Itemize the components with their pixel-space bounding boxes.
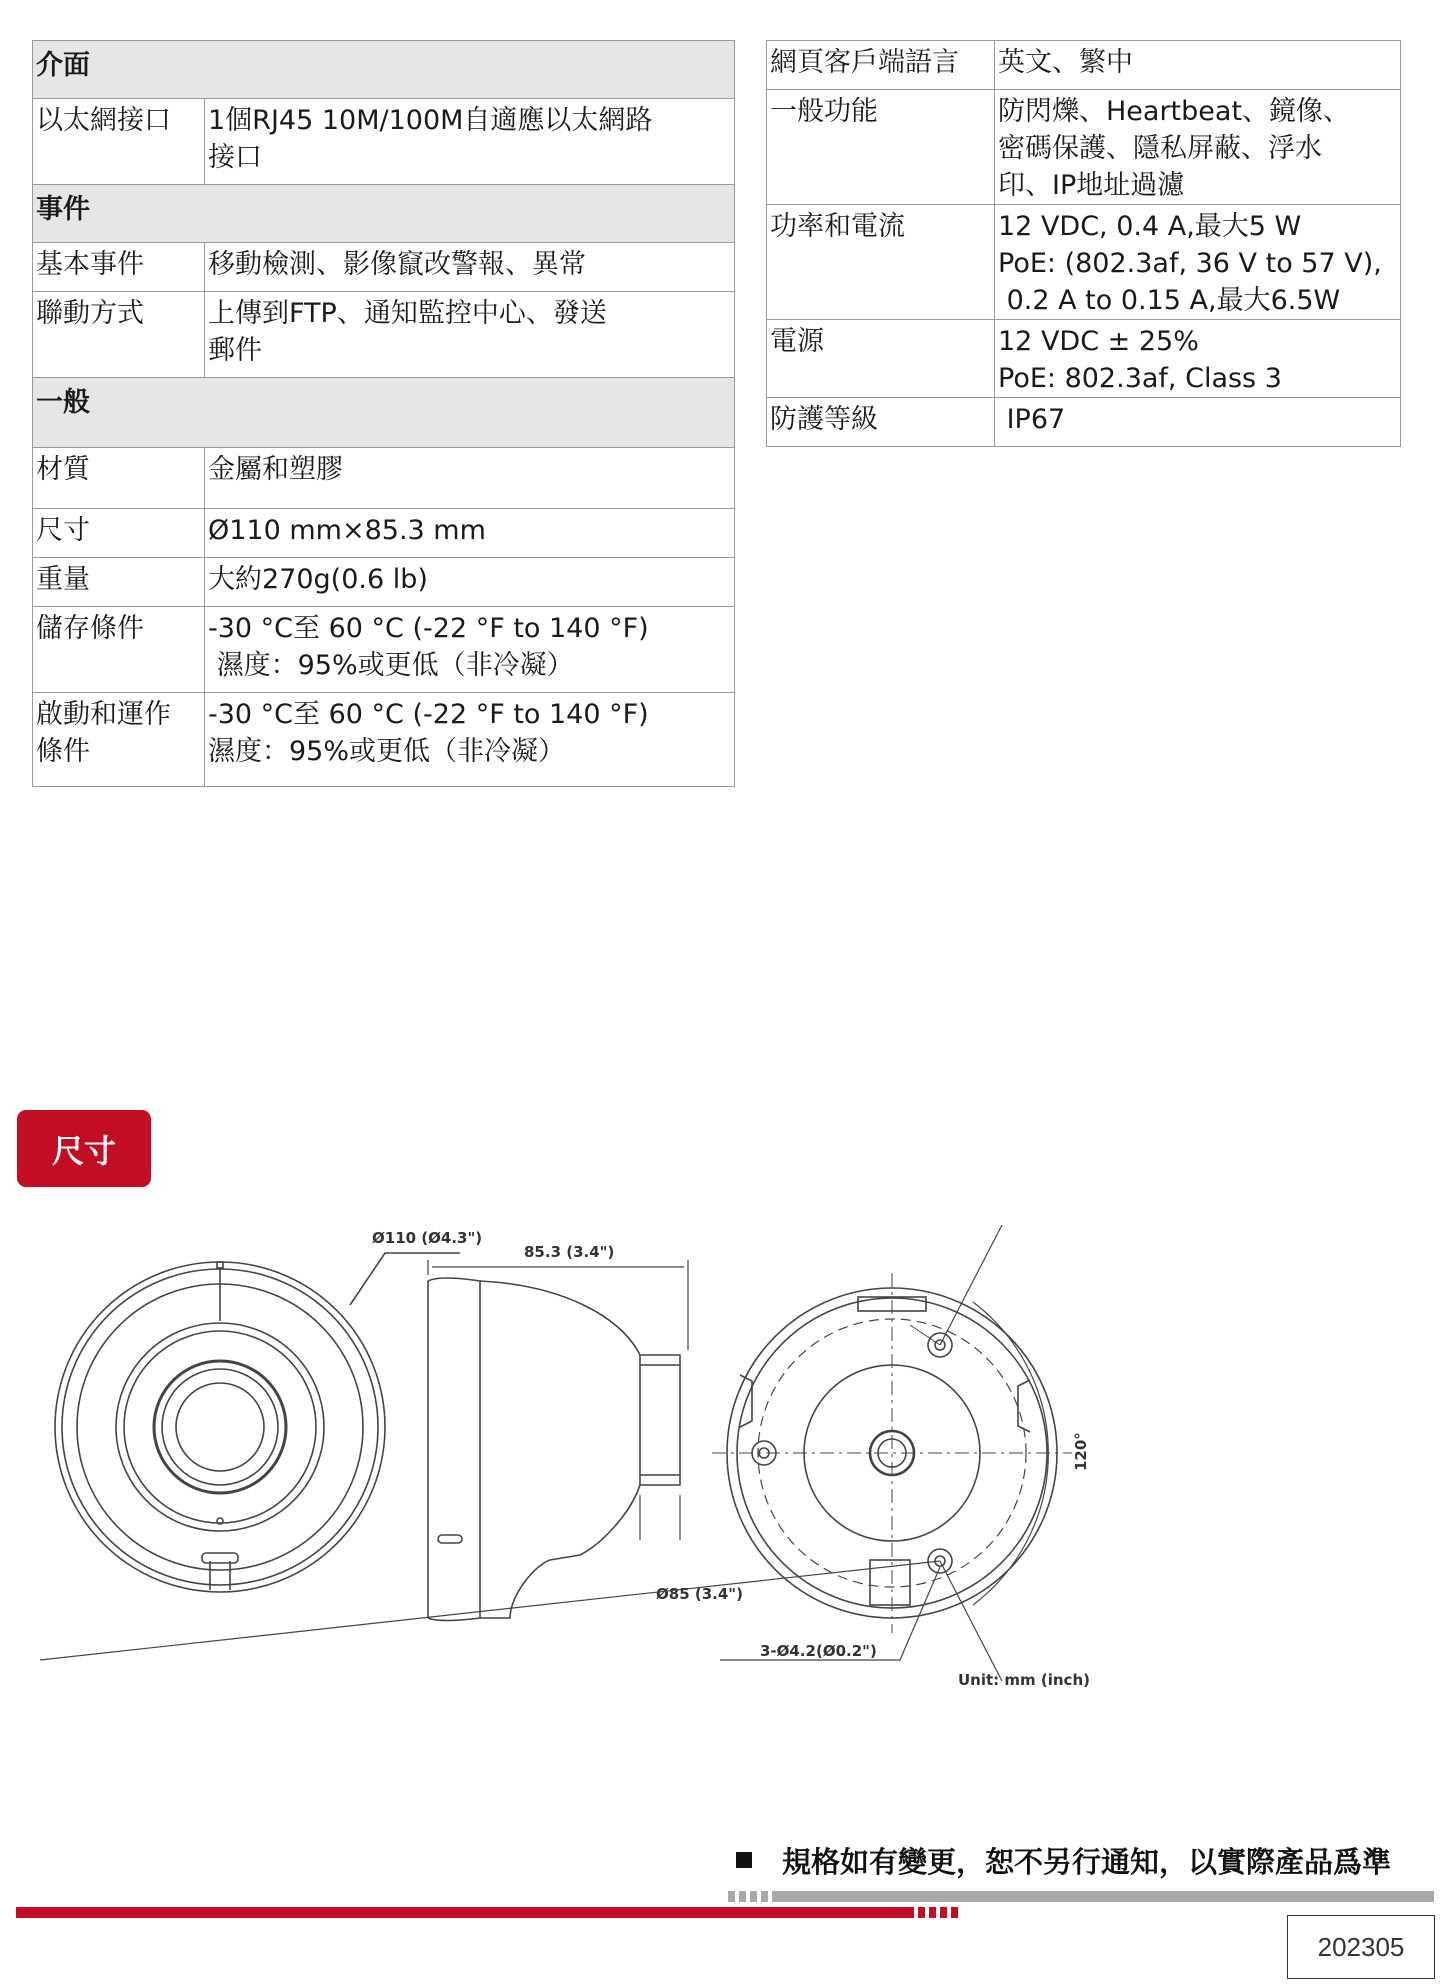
dim-label-angle-120: 120° xyxy=(1072,1432,1090,1471)
spec-label: 以太網接口 xyxy=(33,99,205,185)
spec-row-dimension xyxy=(33,509,735,558)
dim-label-length-85-3: 85.3 (3.4") xyxy=(524,1243,615,1261)
spec-label: 電源 xyxy=(767,320,995,398)
spec-row-operating xyxy=(33,693,735,787)
side-view xyxy=(428,1260,688,1621)
spec-label: 基本事件 xyxy=(33,243,205,292)
spec-value: 防閃爍、Heartbeat、鏡像、 密碼保護、隱私屏蔽、浮水 印、IP地址過濾 xyxy=(995,90,1401,205)
section-header-interface xyxy=(33,41,735,99)
dim-label-diameter-110: Ø110 (Ø4.3") xyxy=(372,1229,483,1247)
spec-value: 大約270g(0.6 lb) xyxy=(205,558,735,607)
spec-row-power-current xyxy=(767,205,1401,320)
spec-value: Ø110 mm×85.3 mm xyxy=(205,509,735,558)
spec-label: 功率和電流 xyxy=(767,205,995,320)
spec-label: 啟動和運作 條件 xyxy=(33,693,205,787)
spec-value: 上傳到FTP、通知監控中心、發送 郵件 xyxy=(205,292,735,378)
dim-label-holes: 3-Ø4.2(Ø0.2") xyxy=(760,1642,877,1660)
section-header-general xyxy=(33,378,735,448)
disclaimer-notice: 規格如有變更，恕不另行通知，以實際產品爲準 xyxy=(736,1840,1391,1881)
spec-row-material xyxy=(33,448,735,509)
spec-row-web-language xyxy=(767,41,1401,90)
document-number: 202305 xyxy=(1287,1915,1435,1979)
spec-row-ethernet xyxy=(33,99,735,185)
spec-row-storage xyxy=(33,607,735,693)
footer-decor-bars xyxy=(0,1885,1440,1925)
spec-row-general-function xyxy=(767,90,1401,205)
spec-row-basic-event xyxy=(33,243,735,292)
spec-label: 儲存條件 xyxy=(33,607,205,693)
front-view xyxy=(55,1253,460,1592)
spec-label: 一般功能 xyxy=(767,90,995,205)
spec-label: 重量 xyxy=(33,558,205,607)
spec-value: 金屬和塑膠 xyxy=(205,448,735,509)
spec-table-right xyxy=(766,40,1401,447)
spec-value: 1個RJ45 10M/100M自適應以太網路 接口 xyxy=(205,99,735,185)
spec-label: 防護等級 xyxy=(767,398,995,447)
spec-row-linkage xyxy=(33,292,735,378)
square-bullet-icon xyxy=(736,1852,752,1868)
spec-label: 尺寸 xyxy=(33,509,205,558)
spec-row-protection xyxy=(767,398,1401,447)
unit-label: Unit: mm (inch) xyxy=(958,1671,1090,1689)
spec-label: 材質 xyxy=(33,448,205,509)
section-header-event xyxy=(33,185,735,243)
section-title: 介面 xyxy=(33,41,735,99)
spec-label: 網頁客戶端語言 xyxy=(767,41,995,90)
spec-table-left xyxy=(32,40,735,787)
dimension-drawing xyxy=(40,1205,1100,1725)
section-title: 一般 xyxy=(33,378,735,448)
spec-value: 英文、繁中 xyxy=(995,41,1401,90)
spec-value: 12 VDC ± 25% PoE: 802.3af, Class 3 xyxy=(995,320,1401,398)
spec-label: 聯動方式 xyxy=(33,292,205,378)
spec-row-power-supply xyxy=(767,320,1401,398)
dim-label-diameter-85: Ø85 (3.4") xyxy=(656,1585,743,1603)
section-badge-dimension: 尺寸 xyxy=(17,1110,151,1187)
spec-value: 12 VDC, 0.4 A,最大5 W PoE: (802.3af, 36 V to 57 V), 0.2 A to 0.15 A,最大6.5W xyxy=(995,205,1401,320)
spec-value: -30 °C至 60 °C (-22 °F to 140 °F) 濕度：95%或更低（非冷凝） xyxy=(205,693,735,787)
section-title: 事件 xyxy=(33,185,735,243)
spec-value: IP67 xyxy=(995,398,1401,447)
spec-value: 移動檢測、影像竄改警報、異常 xyxy=(205,243,735,292)
spec-row-weight xyxy=(33,558,735,607)
spec-value: -30 °C至 60 °C (-22 °F to 140 °F) 濕度：95%或更低（非冷凝） xyxy=(205,607,735,693)
